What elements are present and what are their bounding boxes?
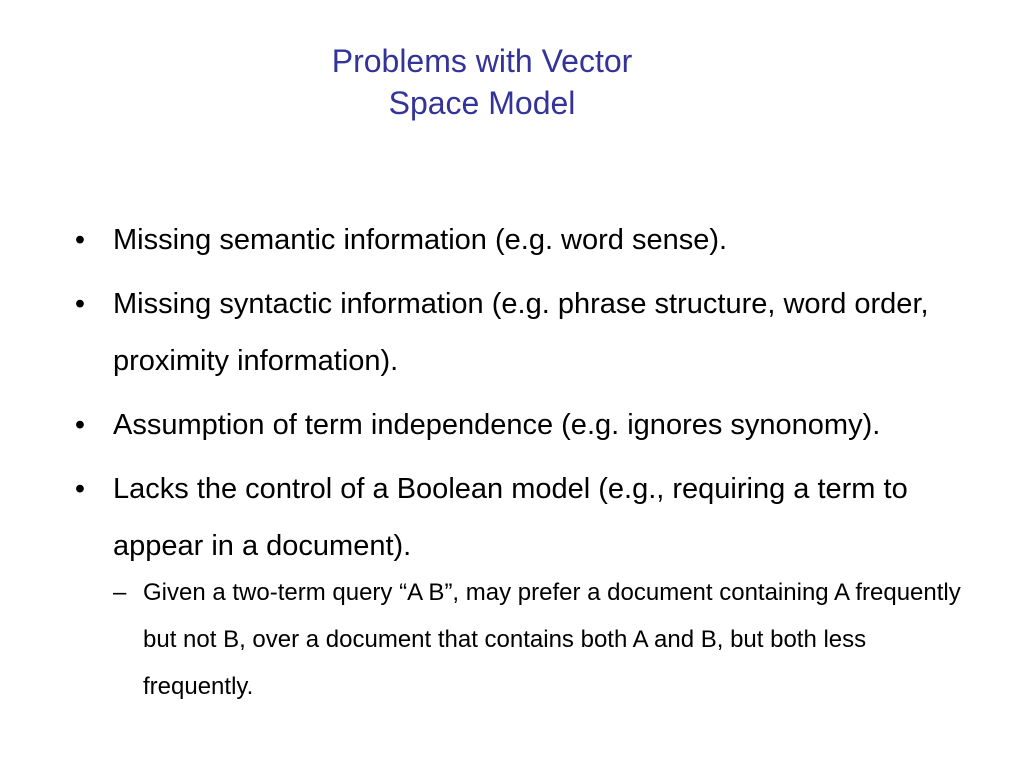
bullet-text: Missing semantic information (e.g. word sense). [113,224,728,256]
bullet-marker: • [74,288,86,320]
sub-bullet-list [113,569,970,710]
slide-title-line-1: Problems with Vector [331,43,633,79]
bullet-text: Assumption of term independence (e.g. ignores synonomy). [113,409,881,441]
sub-bullet-marker: – [113,579,127,606]
sub-bullet-text: Given a two-term query “A B”, may prefer a document containing A frequently but not B, over a document that contains both A and B, but both less frequently. [143,579,961,700]
bullet-text: Missing syntactic information (e.g. phrase structure, word order, proximity information). [113,288,929,377]
bullet-item-boolean-control [70,461,970,710]
slide-title-line-2: Space Model [388,85,576,121]
bullet-marker: • [74,409,86,441]
bullet-marker: • [74,473,86,505]
bullet-text: Lacks the control of a Boolean model (e.g., requiring a term to appear in a document). [113,473,908,562]
bullet-item-missing-semantic [70,212,970,269]
bullet-item-term-independence [70,397,970,454]
bullet-marker: • [74,224,86,256]
bullet-list [70,212,970,717]
slide-title [232,40,732,124]
bullet-item-missing-syntactic [70,276,970,390]
sub-bullet-item [113,569,970,710]
